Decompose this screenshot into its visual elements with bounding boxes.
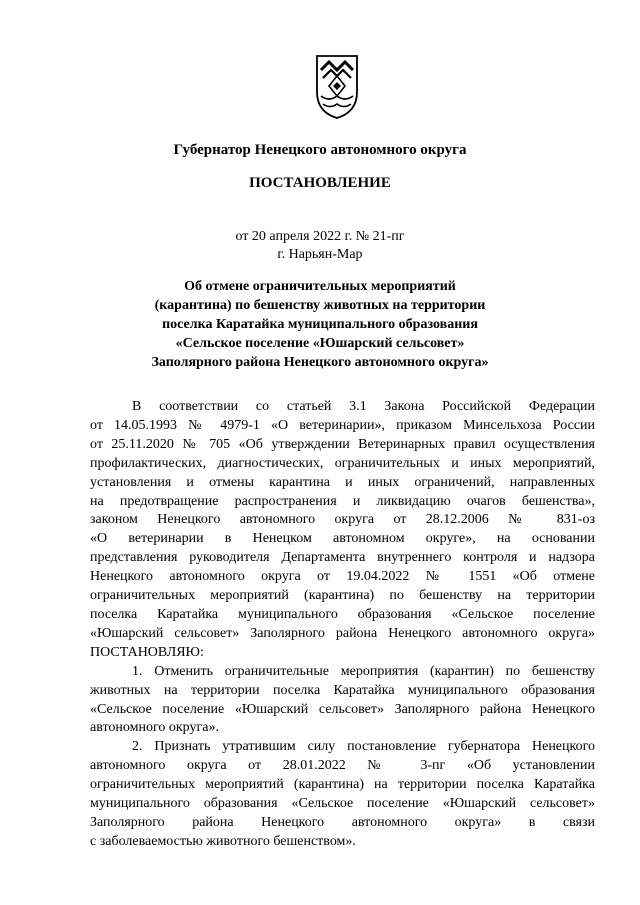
subject-line: Заполярного района Ненецкого автономного округа» [151, 355, 489, 370]
date-block [0, 228, 640, 264]
preamble-paragraph [90, 398, 595, 644]
body-line: Ненецкого автономного округа от 19.04.2022 № 1551 «Об отмене [90, 569, 595, 585]
coat-of-arms-emblem [313, 52, 361, 120]
body-line: представления руководителя Департамента внутреннего контроля и надзора [90, 550, 595, 566]
body-line: установления и отмены карантина и иных ограничений, направленных [90, 474, 595, 490]
date-number-line: от 20 апреля 2022 г. № 21-пг [235, 229, 405, 244]
body-line: Заполярного района Ненецкого автономного округа» в связи [90, 814, 595, 830]
decree-word: ПОСТАНОВЛЯЮ: [90, 644, 204, 660]
body-line: на предотвращение распространения и ликвидацию очагов бешенства», [90, 493, 595, 509]
body-line: профилактических, диагностических, ограничительных и иных мероприятий, [90, 455, 595, 471]
subject-heading [0, 277, 640, 372]
body-line: автономного округа». [90, 720, 219, 736]
item-1-paragraph [90, 663, 595, 739]
body-line: «Сельское поселение «Юшарский сельсовет» Заполярного района Ненецкого [90, 701, 595, 717]
subject-line: (карантина) по бешенству животных на территории [154, 298, 486, 313]
body-line: 1. Отменить ограничительные мероприятия (карантин) по бешенству [132, 663, 595, 679]
body-line: автономного округа от 28.01.2022 № 3-пг «Об установлении [90, 758, 595, 774]
document-type: ПОСТАНОВЛЕНИЕ [249, 175, 391, 191]
issuer-title: Губернатор Ненецкого автономного округа [173, 142, 467, 158]
body-line: законом Ненецкого автономного округа от 28.12.2006 № 831-оз [90, 512, 595, 528]
coat-of-arms-icon [313, 52, 361, 120]
body-line: ограничительных мероприятий (карантина) по бешенству на территории [90, 588, 595, 604]
body-line: муниципального образования «Сельское поселение «Юшарский сельсовет» [90, 796, 595, 812]
body-line: от 14.05.1993 № 4979-1 «О ветеринарии», приказом Минсельхоза России [90, 417, 595, 433]
subject-line: Об отмене ограничительных мероприятий [184, 279, 456, 294]
body-line: от 25.11.2020 № 705 «Об утверждении Ветеринарных правил осуществления [90, 436, 595, 452]
body-line: ограничительных мероприятий (карантина) на территории поселка Каратайка [90, 777, 595, 793]
body-line: В соответствии со статьей 3.1 Закона Российской Федерации [132, 399, 595, 414]
body-line: «О ветеринарии в Ненецком автономном округе», на основании [90, 531, 595, 547]
body-line: «Юшарский сельсовет» Заполярного района Ненецкого автономного округа» [90, 625, 595, 641]
place-line: г. Нарьян-Мар [277, 247, 363, 262]
body-line: поселка Каратайка муниципального образования «Сельское поселение [90, 606, 595, 622]
body-line: 2. Признать утратившим силу постановление губернатора Ненецкого [132, 739, 595, 755]
subject-line: «Сельское поселение «Юшарский сельсовет» [175, 336, 465, 351]
body-line: с заболеваемостью животного бешенством». [90, 833, 356, 849]
subject-line: поселка Каратайка муниципального образования [162, 317, 478, 332]
item-2-paragraph [90, 738, 595, 851]
document-body [90, 398, 595, 852]
body-line: животных на территории поселка Каратайка муниципального образования [90, 682, 595, 698]
